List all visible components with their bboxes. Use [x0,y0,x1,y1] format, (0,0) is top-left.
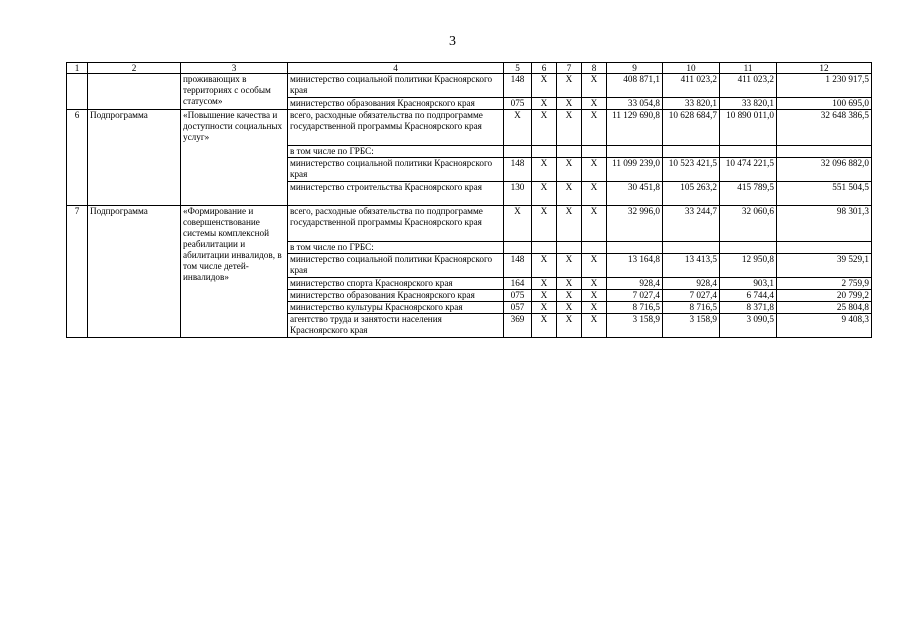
grbs-cell: министерство культуры Красноярского края [288,302,504,314]
amount-cell: 33 820,1 [720,98,777,110]
total-cell: 1 230 917,5 [777,74,872,98]
amount-cell: 6 744,4 [720,290,777,302]
table-row [67,110,872,146]
empty-cell [777,146,872,158]
amount-cell: 13 164,8 [607,254,663,278]
subprogram-name-cell: проживающих в территориях с особым статусом» [181,74,288,110]
page-number: 3 [449,34,456,49]
grbs-code-cell: 148 [504,254,532,278]
amount-cell: 33 054,8 [607,98,663,110]
amount-cell: 411 023,2 [720,74,777,98]
code-cell: Х [582,278,607,290]
code-cell: Х [582,98,607,110]
grbs-code-cell: 075 [504,290,532,302]
empty-cell [532,146,557,158]
total-cell: 20 799,2 [777,290,872,302]
grbs-cell: министерство спорта Красноярского края [288,278,504,290]
budget-table [66,62,872,338]
header-row [67,63,872,74]
code-cell: Х [532,110,557,146]
grbs-cell: агентство труда и занятости населения Красноярского края [288,314,504,338]
column-header: 7 [557,63,582,74]
code-cell: Х [582,302,607,314]
column-header: 3 [181,63,288,74]
empty-cell [557,146,582,158]
code-cell: Х [532,182,557,206]
grbs-cell: министерство образования Красноярского края [288,98,504,110]
grbs-code-cell: 369 [504,314,532,338]
amount-cell: 903,1 [720,278,777,290]
amount-cell: 11 099 239,0 [607,158,663,182]
column-header: 4 [288,63,504,74]
amount-cell: 30 451,8 [607,182,663,206]
grbs-cell: всего, расходные обязательства по подпрограмме государственной программы Красноярского края [288,110,504,146]
grbs-cell: в том числе по ГРБС: [288,242,504,254]
amount-cell: 3 090,5 [720,314,777,338]
code-cell: Х [532,158,557,182]
code-cell: Х [582,254,607,278]
total-cell: 100 695,0 [777,98,872,110]
code-cell: Х [557,74,582,98]
code-cell: Х [582,110,607,146]
code-cell: Х [557,206,582,242]
subprogram-name-cell: «Повышение качества и доступности социальных услуг» [181,110,288,206]
code-cell: Х [557,182,582,206]
type-cell: Подпрограмма [88,110,181,206]
amount-cell: 3 158,9 [663,314,720,338]
total-cell: 39 529,1 [777,254,872,278]
grbs-code-cell: Х [504,206,532,242]
row-number-cell: 6 [67,110,88,206]
amount-cell: 415 789,5 [720,182,777,206]
empty-cell [720,242,777,254]
grbs-code-cell: 148 [504,158,532,182]
row-number-cell: 7 [67,206,88,338]
empty-cell [663,242,720,254]
code-cell: Х [532,290,557,302]
code-cell: Х [557,254,582,278]
column-header: 10 [663,63,720,74]
subprogram-name-cell: «Формирование и совершенствование системы комплексной реабилитации и абилитации инвалидов, в том числе детей-инвалидов» [181,206,288,338]
grbs-code-cell: 148 [504,74,532,98]
empty-cell [607,242,663,254]
code-cell: Х [557,314,582,338]
amount-cell: 33 244,7 [663,206,720,242]
grbs-cell: министерство социальной политики Красноярского края [288,74,504,98]
code-cell: Х [557,278,582,290]
empty-cell [532,242,557,254]
empty-cell [777,242,872,254]
code-cell: Х [532,302,557,314]
amount-cell: 7 027,4 [607,290,663,302]
amount-cell: 8 716,5 [607,302,663,314]
amount-cell: 12 950,8 [720,254,777,278]
amount-cell: 32 060,6 [720,206,777,242]
code-cell: Х [582,158,607,182]
amount-cell: 105 263,2 [663,182,720,206]
grbs-code-cell: 057 [504,302,532,314]
empty-cell [557,242,582,254]
total-cell: 2 759,9 [777,278,872,290]
amount-cell: 3 158,9 [607,314,663,338]
code-cell: Х [532,74,557,98]
amount-cell: 8 716,5 [663,302,720,314]
code-cell: Х [532,278,557,290]
grbs-code-cell: 075 [504,98,532,110]
grbs-cell: министерство социальной политики Красноярского края [288,254,504,278]
amount-cell: 13 413,5 [663,254,720,278]
grbs-cell: всего, расходные обязательства по подпрограмме государственной программы Красноярского края [288,206,504,242]
empty-cell [607,146,663,158]
grbs-cell: министерство образования Красноярского края [288,290,504,302]
amount-cell: 10 890 011,0 [720,110,777,146]
grbs-cell: министерство социальной политики Красноярского края [288,158,504,182]
grbs-code-cell: 164 [504,278,532,290]
code-cell: Х [532,314,557,338]
grbs-code-cell: Х [504,110,532,146]
amount-cell: 408 871,1 [607,74,663,98]
amount-cell: 32 996,0 [607,206,663,242]
column-header: 8 [582,63,607,74]
column-header: 6 [532,63,557,74]
column-header: 2 [88,63,181,74]
total-cell: 25 804,8 [777,302,872,314]
code-cell: Х [557,158,582,182]
empty-cell [582,146,607,158]
code-cell: Х [557,110,582,146]
grbs-cell: в том числе по ГРБС: [288,146,504,158]
amount-cell: 10 474 221,5 [720,158,777,182]
amount-cell: 11 129 690,8 [607,110,663,146]
column-header: 1 [67,63,88,74]
empty-cell [720,146,777,158]
type-cell [88,74,181,110]
amount-cell: 33 820,1 [663,98,720,110]
code-cell: Х [582,182,607,206]
column-header: 9 [607,63,663,74]
empty-cell [504,242,532,254]
grbs-cell: министерство строительства Красноярского края [288,182,504,206]
code-cell: Х [532,98,557,110]
amount-cell: 411 023,2 [663,74,720,98]
code-cell: Х [557,98,582,110]
table-row [67,206,872,242]
code-cell: Х [582,74,607,98]
code-cell: Х [582,314,607,338]
amount-cell: 928,4 [607,278,663,290]
code-cell: Х [582,206,607,242]
empty-cell [663,146,720,158]
empty-cell [504,146,532,158]
total-cell: 32 648 386,5 [777,110,872,146]
amount-cell: 10 523 421,5 [663,158,720,182]
amount-cell: 7 027,4 [663,290,720,302]
table-row [67,74,872,98]
total-cell: 9 408,3 [777,314,872,338]
empty-cell [582,242,607,254]
amount-cell: 928,4 [663,278,720,290]
code-cell: Х [582,290,607,302]
column-header: 12 [777,63,872,74]
code-cell: Х [532,254,557,278]
total-cell: 551 504,5 [777,182,872,206]
total-cell: 98 301,3 [777,206,872,242]
code-cell: Х [557,290,582,302]
code-cell: Х [532,206,557,242]
total-cell: 32 096 882,0 [777,158,872,182]
grbs-code-cell: 130 [504,182,532,206]
code-cell: Х [557,302,582,314]
type-cell: Подпрограмма [88,206,181,338]
column-header: 11 [720,63,777,74]
row-number-cell [67,74,88,110]
amount-cell: 8 371,8 [720,302,777,314]
amount-cell: 10 628 684,7 [663,110,720,146]
column-header: 5 [504,63,532,74]
